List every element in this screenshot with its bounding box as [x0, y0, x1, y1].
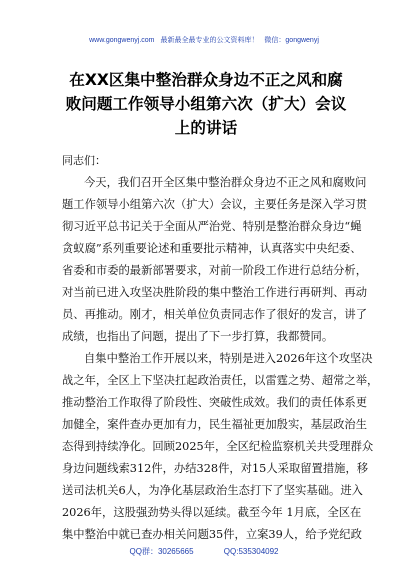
body-line: 员、再推动。刚才，相关单位负责同志作了很好的发言，讲了 — [62, 308, 368, 321]
header-wechat: 微信：gongwenyj — [264, 37, 319, 44]
body-line: 贪蚁腐”系列重要论述和重要批示精神，认真落实中央纪委、 — [62, 242, 362, 255]
body-line: 送司法机关6人，为净化基层政治生态打下了坚实基础。进入 — [62, 484, 363, 497]
body-line: 态得到持续净化。回顾2025年，全区纪检监察机关共受理群众 — [62, 440, 374, 453]
body-line: 推动整治工作取得了阶段性、突破性成效。我们的责任体系更 — [62, 396, 368, 409]
body-line: 今天，我们召开全区集中整治群众身边不正之风和腐败问 — [84, 176, 367, 189]
body-line: 省委和市委的最新部署要求，对前一阶段工作进行总结分析， — [62, 264, 368, 277]
body-line: 题工作领导小组第六次（扩大）会议，主要任务是深入学习贯 — [62, 198, 368, 211]
title-line: 在XX区集中整治群众身边不正之风和腐 — [69, 71, 343, 89]
salutation: 同志们： — [62, 154, 106, 167]
body-line: 2026年，这股强劲势头得以延续。截至今年 1月底，全区在 — [62, 506, 362, 519]
header-slogan: 最新最全最专业的公文资料库！ — [160, 37, 259, 44]
body-line: 战之年，全区上下坚决扛起政治责任，以雷霆之势、超常之举， — [62, 374, 379, 387]
title-line: 上的讲话 — [174, 119, 238, 137]
footer-qq: QQ:535304092 — [223, 547, 279, 556]
body-line: 彻习近平总书记关于全面从严治党、特别是整治群众身边“蝇 — [62, 220, 362, 233]
body-line: 成绩，也指出了问题，提出了下一步打算，我都赞同。 — [62, 330, 334, 343]
body-line: 集中整治中就已查办相关问题35件，立案39人，给予党纪政 — [62, 528, 362, 541]
document-title — [56, 68, 356, 140]
title-line: 败问题工作领导小组第六次（扩大）会议 — [65, 95, 347, 113]
body-line: 对当前已进入攻坚决胜阶段的集中整治工作进行再研判、再动 — [62, 286, 368, 299]
header-site-link[interactable]: www.gongwenyj.com — [89, 37, 155, 44]
body-line: 加健全，案件查办更加有力，民生福祉更加殷实，基层政治生 — [62, 418, 368, 431]
body-line: 自集中整治工作开展以来，特别是进入2026年这个攻坚决 — [84, 352, 373, 365]
footer-qq-group: QQ群：30265665 — [129, 547, 194, 556]
page-header — [0, 35, 408, 45]
page-footer — [0, 546, 408, 557]
body-line: 身边问题线索312件，办结328件，对15人采取留置措施，移 — [62, 462, 369, 475]
